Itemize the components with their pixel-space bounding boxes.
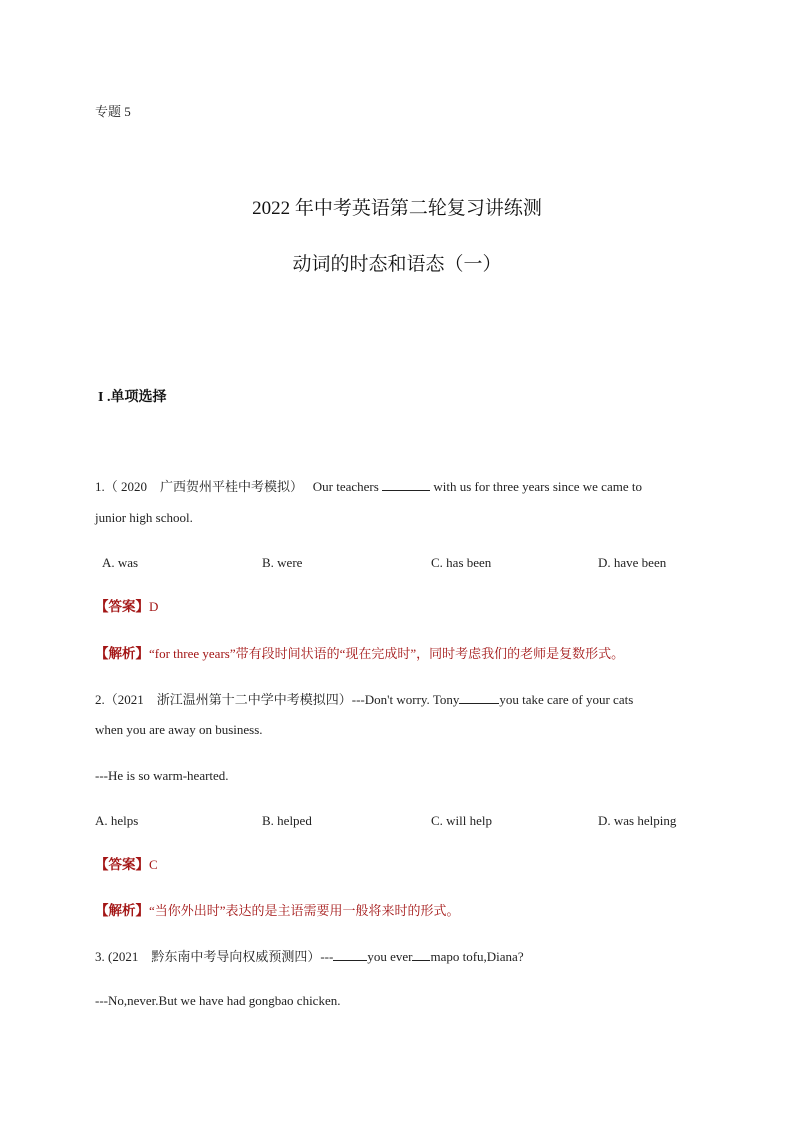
- answer-label: 【答案】: [95, 857, 149, 872]
- answer-label: 【答案】: [95, 599, 149, 614]
- question-3-reply: ---No,never.But we have had gongbao chicken.: [95, 993, 341, 1008]
- option-a: A. was: [102, 555, 139, 570]
- option-a: A. helps: [95, 813, 139, 828]
- option-b: B. were: [262, 555, 303, 570]
- analysis-label: 【解析】: [95, 903, 149, 918]
- topic-label: 专题 5: [95, 104, 131, 119]
- analysis-text: “for three years”带有段时间状语的“现在完成时”，同时考虑我们的老师是复数形式。: [149, 646, 625, 661]
- stem-text: Our teachers: [312, 479, 379, 494]
- stem-text: mapo tofu,Diana?: [430, 949, 524, 964]
- question-2-stem: [95, 691, 633, 708]
- answer-blank: [459, 691, 499, 704]
- answer-blank: [333, 948, 367, 961]
- stem-text: ---: [320, 949, 334, 964]
- answer-value: C: [149, 857, 158, 872]
- answer-line: [95, 857, 158, 873]
- answer-blank: [382, 478, 430, 491]
- option-c: C. has been: [431, 555, 492, 570]
- answer-blank: [412, 948, 430, 961]
- analysis-line: [95, 903, 460, 919]
- page-title: 2022 年中考英语第二轮复习讲练测: [252, 198, 542, 219]
- stem-text: with us for three years since we came to: [433, 479, 642, 494]
- option-c: C. will help: [431, 813, 493, 828]
- question-2-reply: ---He is so warm-hearted.: [95, 768, 229, 783]
- answer-line: [95, 599, 158, 615]
- question-number: 2.: [95, 692, 105, 707]
- page-subtitle: 动词的时态和语态（一）: [292, 254, 502, 275]
- option-d: D. was helping: [598, 813, 677, 828]
- analysis-label: 【解析】: [95, 646, 149, 661]
- option-d: D. have been: [598, 555, 667, 570]
- question-2-stem-line2: when you are away on business.: [95, 722, 263, 737]
- section-heading: I .单项选择: [98, 390, 167, 405]
- option-b: B. helped: [262, 813, 312, 828]
- question-source: （ 2020 广西贺州平桂中考模拟）: [104, 479, 304, 494]
- stem-text: you take care of your cats: [499, 692, 634, 707]
- question-number: 3.: [95, 949, 105, 964]
- question-source: (2021 黔东南中考导向权威预测四）: [108, 949, 321, 964]
- question-1-stem-line2: junior high school.: [95, 510, 193, 525]
- stem-text: you ever: [367, 949, 413, 964]
- question-number: 1.: [95, 479, 105, 494]
- question-3-stem: [95, 948, 524, 965]
- analysis-line: [95, 646, 624, 662]
- analysis-text: “当你外出时”表达的是主语需要用一般将来时的形式。: [149, 903, 460, 918]
- stem-text: ---Don't worry. Tony: [351, 692, 460, 707]
- question-1-stem: [95, 478, 642, 495]
- answer-value: D: [149, 599, 159, 614]
- question-source: （2021 浙江温州第十二中学中考模拟四）: [104, 692, 352, 707]
